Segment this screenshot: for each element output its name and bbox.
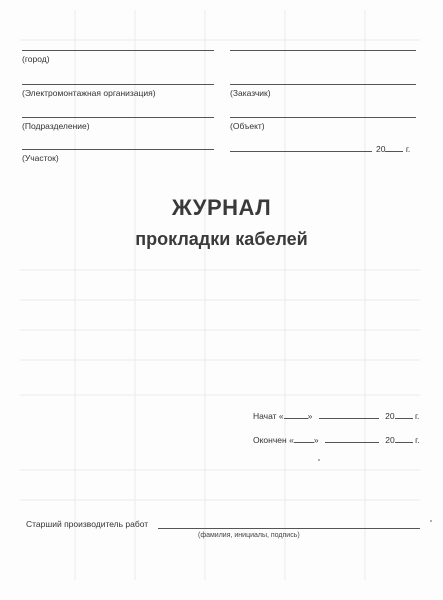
- department-line: [22, 117, 214, 118]
- chief-foreman-label: Старший производитель работ: [26, 519, 149, 529]
- started-label: Начат: [253, 411, 277, 421]
- customer-label: (Заказчик): [230, 88, 271, 98]
- department-label: (Подразделение): [22, 121, 90, 131]
- header-year-blank: [385, 143, 403, 152]
- object-label: (Объект): [230, 121, 265, 131]
- section-line: [22, 149, 214, 150]
- city-line: [22, 50, 214, 51]
- right-top-line: [230, 50, 416, 51]
- finished-close-quote: »: [313, 435, 319, 445]
- object-line: [230, 117, 416, 118]
- header-year-prefix: 20: [376, 144, 386, 154]
- scan-speck: [430, 520, 432, 522]
- signature-caption: (фамилия, инициалы, подпись): [198, 532, 300, 539]
- finished-date-row: [253, 434, 420, 445]
- started-year-prefix: 20: [385, 411, 395, 421]
- header-date-line: [230, 151, 372, 152]
- finished-month-blank: [325, 434, 379, 443]
- journal-title: ЖУРНАЛ: [171, 195, 272, 220]
- started-close-quote: »: [307, 411, 313, 421]
- started-date-row: [253, 410, 419, 421]
- header-year: [376, 143, 410, 154]
- finished-year-prefix: 20: [385, 435, 395, 445]
- city-label: (город): [22, 54, 50, 64]
- finished-year-blank: [395, 434, 413, 443]
- organization-line: [22, 84, 214, 85]
- signature-line: [158, 528, 420, 529]
- scan-speck: [318, 459, 320, 461]
- finished-year-suffix: г.: [415, 435, 420, 445]
- section-label: (Участок): [22, 153, 59, 163]
- header-year-suffix: г.: [405, 144, 411, 154]
- organization-label: (Электромонтажная организация): [22, 88, 156, 98]
- started-year-suffix: г.: [414, 411, 420, 421]
- started-day-blank: [284, 410, 308, 419]
- finished-day-blank: [294, 434, 314, 443]
- started-open-quote: «: [278, 411, 284, 421]
- finished-label: Окончен: [253, 435, 287, 445]
- customer-line: [230, 84, 416, 85]
- started-year-blank: [395, 410, 413, 419]
- finished-open-quote: «: [289, 435, 294, 445]
- journal-subtitle: прокладки кабелей: [135, 229, 308, 249]
- started-month-blank: [319, 410, 379, 419]
